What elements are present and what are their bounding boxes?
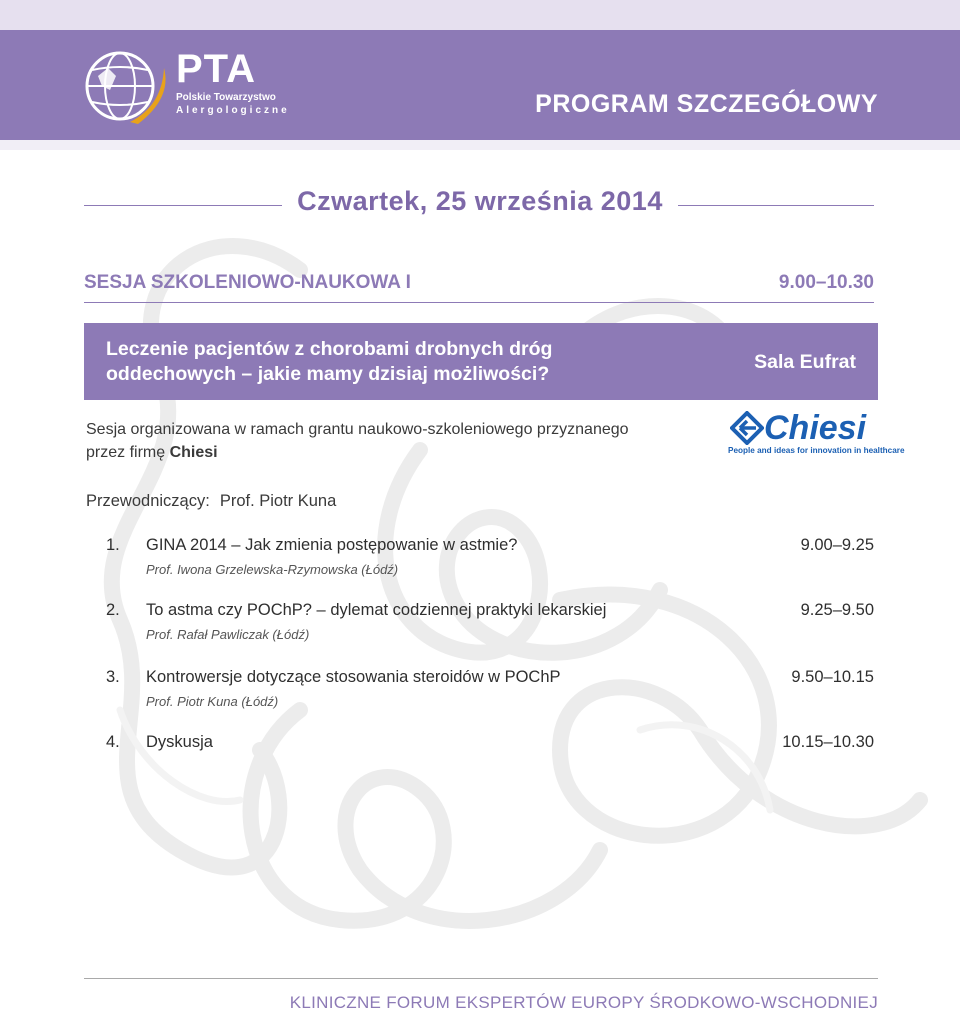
logo-subtitle-1: Polskie Towarzystwo xyxy=(176,92,276,103)
agenda-item-time: 9.50–10.15 xyxy=(791,668,874,686)
agenda-item-speaker: Prof. Rafał Pawliczak (Łódź) xyxy=(146,627,310,642)
agenda-item-4 xyxy=(86,733,874,757)
agenda-item-1 xyxy=(86,536,874,577)
footer-divider xyxy=(84,978,878,979)
top-band xyxy=(0,0,960,30)
topic-title: Leczenie pacjentów z chorobami drobnych dróg oddechowych – jakie mamy dzisiaj możliwości? xyxy=(106,338,553,385)
pta-logo xyxy=(80,46,290,126)
agenda-item-title: To astma czy POChP? – dylemat codziennej praktyki lekarskiej xyxy=(146,601,607,619)
topic-box xyxy=(84,323,878,400)
agenda-item-title: Dyskusja xyxy=(146,733,213,751)
globe-icon xyxy=(80,46,172,126)
agenda-item-time: 9.00–9.25 xyxy=(800,536,874,554)
chiesi-tagline: People and ideas for innovation in healthcare xyxy=(728,446,905,455)
agenda-item-speaker: Prof. Piotr Kuna (Łódź) xyxy=(146,694,279,709)
sub-band xyxy=(0,140,960,150)
chiesi-logo xyxy=(728,409,905,460)
agenda-item-time: 10.15–10.30 xyxy=(782,733,874,751)
sponsor-note xyxy=(86,418,646,464)
agenda-item-number: 2. xyxy=(106,601,120,619)
logo-title: PTA xyxy=(176,47,257,91)
chair-line xyxy=(86,492,336,511)
footer-text: KLINICZNE FORUM EKSPERTÓW EUROPY ŚRODKOWO-WSCHODNIEJ xyxy=(289,993,878,1012)
logo-subtitle-2: Alergologiczne xyxy=(176,105,290,116)
chair-label: Przewodniczący: xyxy=(86,492,210,510)
date-heading: Czwartek, 25 września 2014 xyxy=(297,186,663,216)
agenda-item-speaker: Prof. Iwona Grzelewska-Rzymowska (Łódź) xyxy=(146,562,399,577)
session-row xyxy=(84,272,874,303)
chiesi-logo-name: Chiesi xyxy=(764,409,867,447)
room-label: Sala Eufrat xyxy=(754,351,856,373)
chiesi-mark-icon xyxy=(730,411,764,445)
sponsor-text: Sesja organizowana w ramach grantu naukowo-szkoleniowego przyznanego przez firmę xyxy=(86,421,629,461)
chair-name: Prof. Piotr Kuna xyxy=(219,492,337,510)
agenda-item-title: Kontrowersje dotyczące stosowania steroidów w POChP xyxy=(146,668,561,686)
sponsor-name: Chiesi xyxy=(169,444,218,461)
agenda-item-number: 4. xyxy=(106,733,120,751)
program-title: PROGRAM SZCZEGÓŁOWY xyxy=(535,90,878,118)
agenda-item-title: GINA 2014 – Jak zmienia postępowanie w astmie? xyxy=(146,536,518,554)
agenda-item-2 xyxy=(86,601,874,642)
session-time: 9.00–10.30 xyxy=(778,272,874,293)
agenda-item-number: 3. xyxy=(106,668,120,686)
agenda-item-time: 9.25–9.50 xyxy=(800,601,874,619)
session-title: SESJA SZKOLENIOWO-NAUKOWA I xyxy=(84,272,411,293)
agenda-item-3 xyxy=(86,668,874,709)
header-banner xyxy=(0,30,960,140)
agenda-item-number: 1. xyxy=(106,536,120,554)
